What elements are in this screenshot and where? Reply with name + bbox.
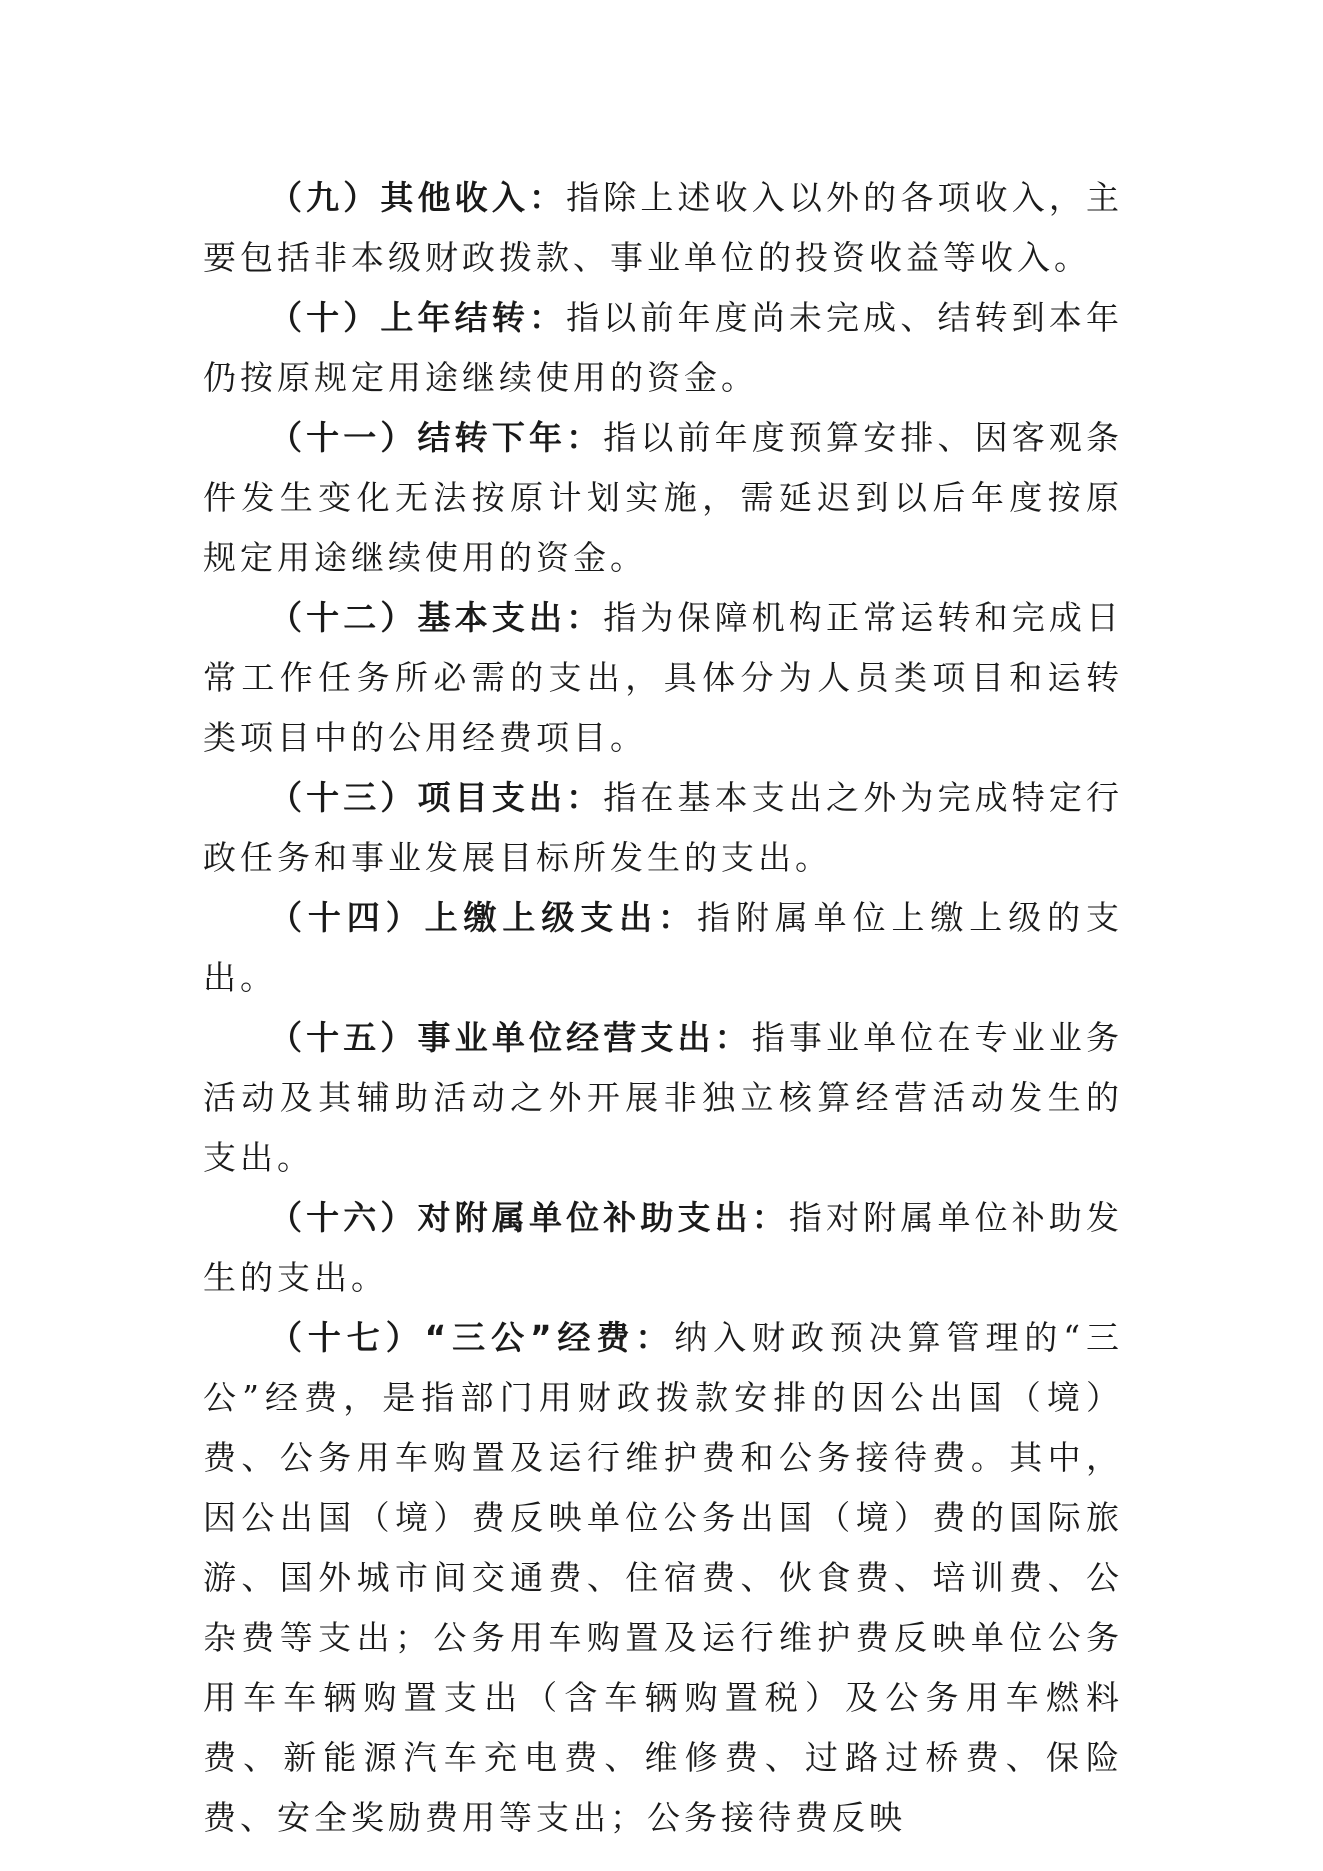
paragraph-business-operating-expenditure — [203, 1008, 1123, 1188]
paragraph-prior-year-carryover — [203, 288, 1123, 408]
term-remittance-to-superior: （十四）上缴上级支出： — [269, 898, 697, 937]
document-body — [203, 168, 1123, 1848]
term-three-public-expenses: （十七）“三公”经费： — [269, 1318, 675, 1357]
term-carryover-next-year: （十一）结转下年： — [269, 418, 604, 457]
definition-other-income: 指除上述收入以外的各项收入，主要包括非本级财政拨款、事业单位的投资收益等收入。 — [203, 178, 1124, 277]
definition-prior-year-carryover: 指以前年度尚未完成、结转到本年仍按原规定用途继续使用的资金。 — [203, 298, 1124, 397]
paragraph-basic-expenditure — [203, 588, 1123, 768]
term-basic-expenditure: （十二）基本支出： — [269, 598, 604, 637]
definition-three-public-expenses: 纳入财政预决算管理的“三公”经费，是指部门用财政拨款安排的因公出国（境）费、公务用车购置及运行维护费和公务接待费。其中，因公出国（境）费反映单位公务出国（境）费的国际旅游、国外城市间交通费、住宿费、伙食费、培训费、公杂费等支出；公务用车购置及运行维护费反映单位公务用车车辆购置支出（含车辆购置税）及公务用车燃料费、新能源汽车充电费、维修费、过路过桥费、保险费、安全奖励费用等支出；公务接待费反映 — [203, 1318, 1123, 1837]
definition-business-operating-expenditure: 指事业单位在专业业务活动及其辅助活动之外开展非独立核算经营活动发生的支出。 — [203, 1018, 1124, 1177]
definition-project-expenditure: 指在基本支出之外为完成特定行政任务和事业发展目标所发生的支出。 — [203, 778, 1124, 877]
paragraph-three-public-expenses — [203, 1308, 1123, 1848]
definition-basic-expenditure: 指为保障机构正常运转和完成日常工作任务所必需的支出，具体分为人员类项目和运转类项目中的公用经费项目。 — [203, 598, 1124, 757]
paragraph-remittance-to-superior — [203, 888, 1123, 1008]
definition-carryover-next-year: 指以前年度预算安排、因客观条件发生变化无法按原计划实施，需延迟到以后年度按原规定用途继续使用的资金。 — [203, 418, 1124, 577]
paragraph-subsidy-to-affiliates — [203, 1188, 1123, 1308]
term-project-expenditure: （十三）项目支出： — [269, 778, 604, 817]
definition-subsidy-to-affiliates: 指对附属单位补助发生的支出。 — [203, 1198, 1124, 1297]
term-prior-year-carryover: （十）上年结转： — [269, 298, 567, 337]
paragraph-carryover-next-year — [203, 408, 1123, 588]
paragraph-project-expenditure — [203, 768, 1123, 888]
term-subsidy-to-affiliates: （十六）对附属单位补助支出： — [269, 1198, 789, 1237]
term-business-operating-expenditure: （十五）事业单位经营支出： — [269, 1018, 752, 1057]
term-other-income: （九）其他收入： — [269, 178, 567, 217]
paragraph-other-income — [203, 168, 1123, 288]
definition-remittance-to-superior: 指附属单位上缴上级的支出。 — [203, 898, 1124, 997]
